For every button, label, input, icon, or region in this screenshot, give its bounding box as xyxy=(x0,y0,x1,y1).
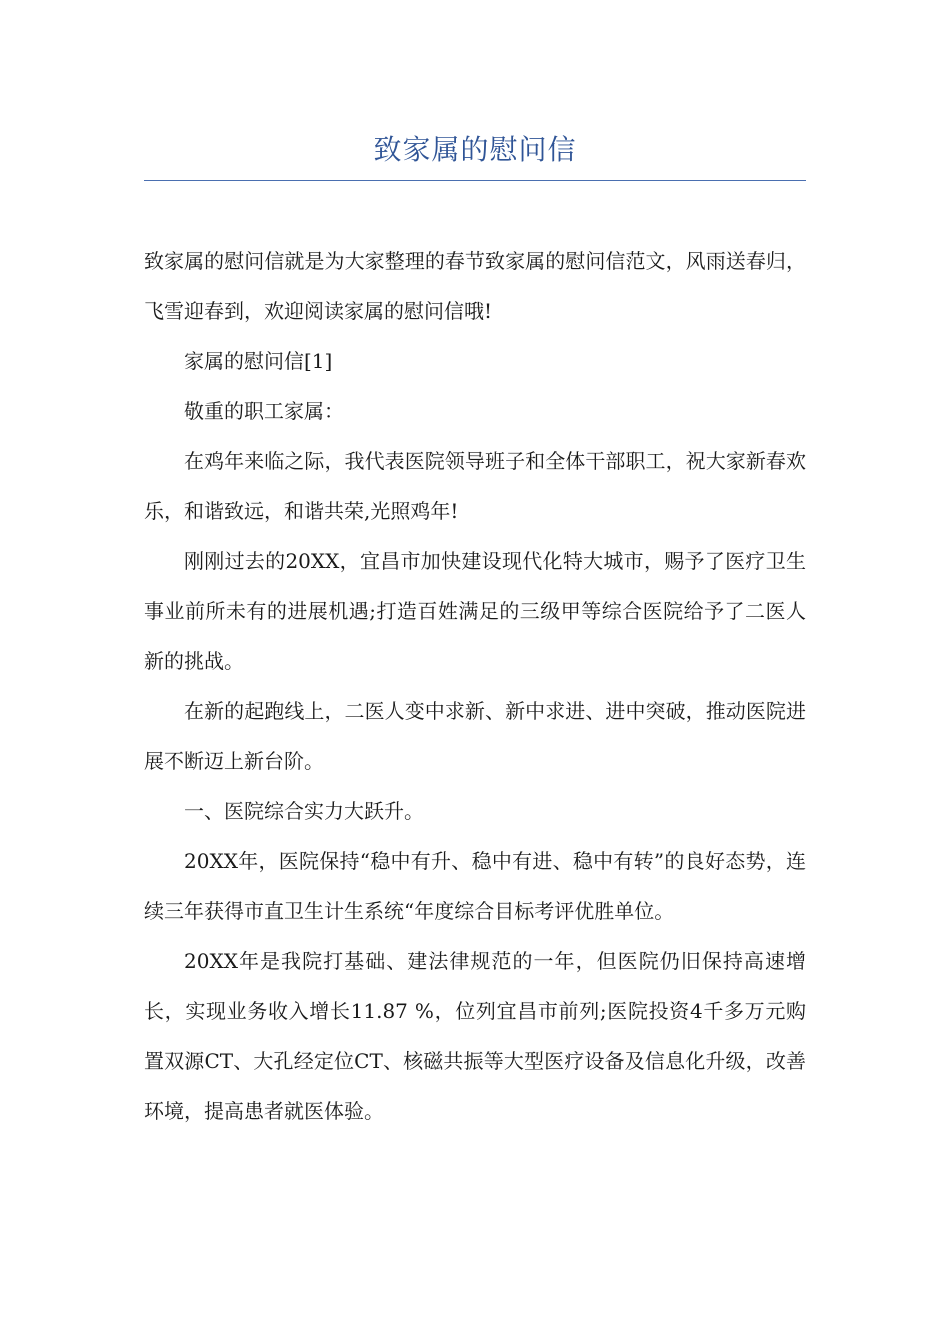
body-paragraph: 在新的起跑线上，二医人变中求新、新中求进、进中突破，推动医院进展不断迈上新台阶。 xyxy=(144,699,806,773)
document-title: 致家属的慰问信 xyxy=(373,133,577,166)
intro-paragraph: 致家属的慰问信就是为大家整理的春节致家属的慰问信范文，风雨送春归，飞雪迎春到，欢迎阅读家属的慰问信哦! xyxy=(144,249,806,323)
section-heading: 一、医院综合实力大跃升。 xyxy=(184,799,424,823)
document-body xyxy=(144,236,806,1136)
body-paragraph: 20XX年，医院保持“稳中有升、稳中有进、稳中有转”的良好态势，连续三年获得市直卫生计生系统“年度综合目标考评优胜单位。 xyxy=(144,849,806,923)
title-underline xyxy=(144,180,806,181)
salutation: 敬重的职工家属： xyxy=(184,399,344,423)
letter-heading: 家属的慰问信[1] xyxy=(184,349,333,373)
body-paragraph: 刚刚过去的20XX，宜昌市加快建设现代化特大城市，赐予了医疗卫生事业前所未有的进展机遇;打造百姓满足的三级甲等综合医院给予了二医人新的挑战。 xyxy=(144,549,806,673)
body-paragraph: 20XX年是我院打基础、建法律规范的一年，但医院仍旧保持高速增长，实现业务收入增长11.87 %，位列宜昌市前列;医院投资4千多万元购置双源CT、大孔经定位CT、核磁共振等大型医疗设备及信息化升级，改善环境，提高患者就医体验。 xyxy=(144,949,806,1123)
body-paragraph: 在鸡年来临之际，我代表医院领导班子和全体干部职工，祝大家新春欢乐，和谐致远，和谐共荣,光照鸡年! xyxy=(144,449,806,523)
